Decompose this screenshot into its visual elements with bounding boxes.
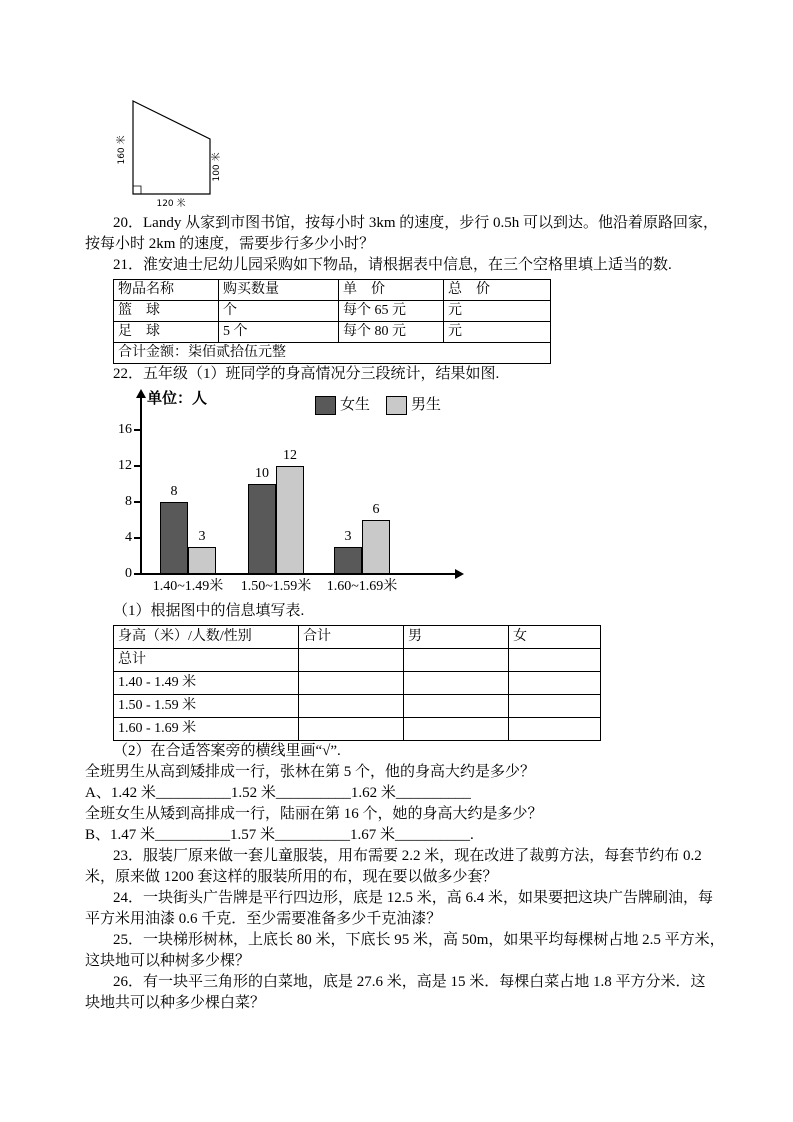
question-20-line-1: 20．Landy 从家到市图书馆，按每小时 3km 的速度，步行 0.5h 可以到达。他沿着原路回家， — [113, 215, 718, 231]
question-25-line-1: 25．一块梯形树林，上底长 80 米，下底长 95 米，高 50m，如果平均每棵树占地 2.5 平方米， — [113, 932, 725, 948]
blank-cell — [299, 695, 404, 718]
blank-cell — [509, 672, 601, 695]
question-25-line-2: 这块地可以种树多少棵？ — [85, 953, 251, 969]
x-axis-category-label: 1.50~1.59米 — [240, 579, 312, 594]
legend-swatch-icon — [386, 396, 407, 415]
right-angle-mark — [133, 186, 141, 194]
purchase-header-total: 总 价 — [444, 280, 551, 301]
blank-cell — [509, 718, 601, 741]
y-axis-tick-label: 8 — [125, 494, 132, 509]
y-axis-tick — [134, 465, 140, 467]
blank-cell — [299, 672, 404, 695]
blank-cell — [509, 649, 601, 672]
blank-cell — [404, 718, 509, 741]
question-26-line-2: 块地共可以种多少棵白菜？ — [85, 995, 266, 1011]
y-axis-tick — [134, 501, 140, 503]
option-a-line: A、1.42 米__________1.52 米__________1.62 米__________ — [85, 785, 471, 801]
total-blank-cell: 元 — [444, 301, 551, 322]
bar-value-label: 8 — [170, 484, 178, 499]
table-row — [114, 718, 601, 741]
question-26-line-1: 26．有一块平三角形的白菜地，底是 27.6 米，高是 15 米．每棵白菜占地 1.8 平方分米．这 — [113, 974, 706, 990]
height-summary-table — [113, 625, 601, 741]
total-amount-cell: 合计金额：柒佰贰拾伍元整 — [114, 343, 551, 364]
chart-unit-label: 单位：人 — [147, 391, 208, 407]
y-axis-tick — [134, 537, 140, 539]
subquestion-2-text: （2）在合适答案旁的横线里画“√”. — [113, 743, 341, 759]
unit-price-cell: 每个 80 元 — [339, 322, 444, 343]
qty-cell: 5 个 — [219, 322, 339, 343]
question-23-line-2: 米，原来做 1200 套这样的服装所用的布，现在要以做多少套？ — [85, 869, 498, 885]
height-bar-chart — [85, 389, 565, 601]
purchase-header-unit-price: 单 价 — [339, 280, 444, 301]
purchase-table — [113, 279, 551, 364]
legend-label: 女生 — [340, 397, 371, 413]
y-axis-tick-label: 16 — [118, 422, 132, 437]
row-label-cell: 1.50 - 1.59 米 — [114, 695, 299, 718]
bar-value-label: 3 — [198, 529, 206, 544]
item-name-cell: 篮 球 — [114, 301, 219, 322]
blank-cell — [404, 695, 509, 718]
question-24-line-2: 平方米用油漆 0.6 千克．至少需要准备多少千克油漆？ — [85, 911, 442, 927]
question-21-text: 21．淮安迪士尼幼儿园采购如下物品，请根据表中信息，在三个空格里填上适当的数. — [113, 257, 672, 273]
purchase-header-item: 物品名称 — [114, 280, 219, 301]
row-label-cell: 1.40 - 1.49 米 — [114, 672, 299, 695]
figure-right-dimension: 100 米 — [212, 152, 222, 182]
purchase-row-football — [114, 322, 551, 343]
girls-question-text: 全班女生从矮到高排成一行，陆丽在第 16 个，她的身高大约是多少？ — [85, 806, 543, 822]
bar-series1-cat0 — [188, 547, 216, 574]
chart-legend — [315, 395, 441, 416]
total-blank-cell: 元 — [444, 322, 551, 343]
blank-cell — [404, 649, 509, 672]
bar-value-label: 12 — [283, 448, 297, 463]
trapezoid-figure — [113, 95, 235, 213]
height-header-female: 女 — [509, 626, 601, 649]
figure-left-dimension: 160 米 — [117, 135, 127, 165]
y-axis-tick — [134, 429, 140, 431]
blank-cell — [299, 649, 404, 672]
boys-question-text: 全班男生从高到矮排成一行，张林在第 5 个，他的身高大约是多少？ — [85, 764, 536, 780]
height-header-label: 身高（米）/人数/性别 — [114, 626, 299, 649]
y-axis-tick-label: 0 — [125, 566, 132, 581]
figure-bottom-dimension: 120 米 — [156, 199, 186, 209]
legend-swatch-icon — [315, 396, 336, 415]
question-23-line-1: 23．服装厂原来做一套儿童服装，用布需要 2.2 米，现在改进了裁剪方法，每套节约布 0.2 — [113, 848, 702, 864]
purchase-table-footer-row — [114, 343, 551, 364]
question-22-text: 22．五年级（1）班同学的身高情况分三段统计，结果如图. — [113, 366, 500, 382]
item-name-cell: 足 球 — [114, 322, 219, 343]
bar-series0-cat1 — [248, 484, 276, 574]
option-b-line: B、1.47 米__________1.57 米__________1.67 米__________. — [85, 827, 474, 843]
y-axis-tick — [134, 573, 140, 575]
height-header-male: 男 — [404, 626, 509, 649]
table-row — [114, 672, 601, 695]
y-axis-tick-label: 4 — [125, 530, 132, 545]
chart-y-axis — [140, 397, 142, 574]
blank-cell — [404, 672, 509, 695]
bar-series1-cat2 — [362, 520, 390, 574]
bar-value-label: 6 — [372, 502, 380, 517]
unit-price-cell: 每个 65 元 — [339, 301, 444, 322]
legend-item-series1 — [386, 395, 441, 416]
blank-cell — [299, 718, 404, 741]
blank-cell — [509, 695, 601, 718]
height-table-header-row — [114, 626, 601, 649]
bar-series0-cat2 — [334, 547, 362, 574]
qty-blank-cell: 个 — [219, 301, 339, 322]
x-axis-category-label: 1.40~1.49米 — [152, 579, 224, 594]
table-row — [114, 695, 601, 718]
legend-item-series0 — [315, 395, 370, 416]
purchase-header-qty: 购买数量 — [219, 280, 339, 301]
row-label-cell: 1.60 - 1.69 米 — [114, 718, 299, 741]
question-20-line-2: 按每小时 2km 的速度，需要步行多少小时？ — [85, 236, 375, 252]
table-row — [114, 649, 601, 672]
bar-series1-cat1 — [276, 466, 304, 574]
row-label-cell: 总计 — [114, 649, 299, 672]
y-axis-tick-label: 12 — [118, 458, 132, 473]
x-axis-category-label: 1.60~1.69米 — [326, 579, 398, 594]
height-header-total: 合计 — [299, 626, 404, 649]
purchase-table-header-row — [114, 280, 551, 301]
trapezoid-outline — [133, 101, 210, 194]
bar-value-label: 3 — [344, 529, 352, 544]
bar-value-label: 10 — [255, 466, 269, 481]
x-axis-arrow-icon — [455, 569, 464, 579]
bar-series0-cat0 — [160, 502, 188, 574]
legend-label: 男生 — [411, 397, 442, 413]
subquestion-1-text: （1）根据图中的信息填写表. — [113, 603, 305, 619]
purchase-row-basketball — [114, 301, 551, 322]
question-24-line-1: 24．一块街头广告牌是平行四边形，底是 12.5 米，高 6.4 米，如果要把这块广告牌刷油，每 — [113, 890, 714, 906]
